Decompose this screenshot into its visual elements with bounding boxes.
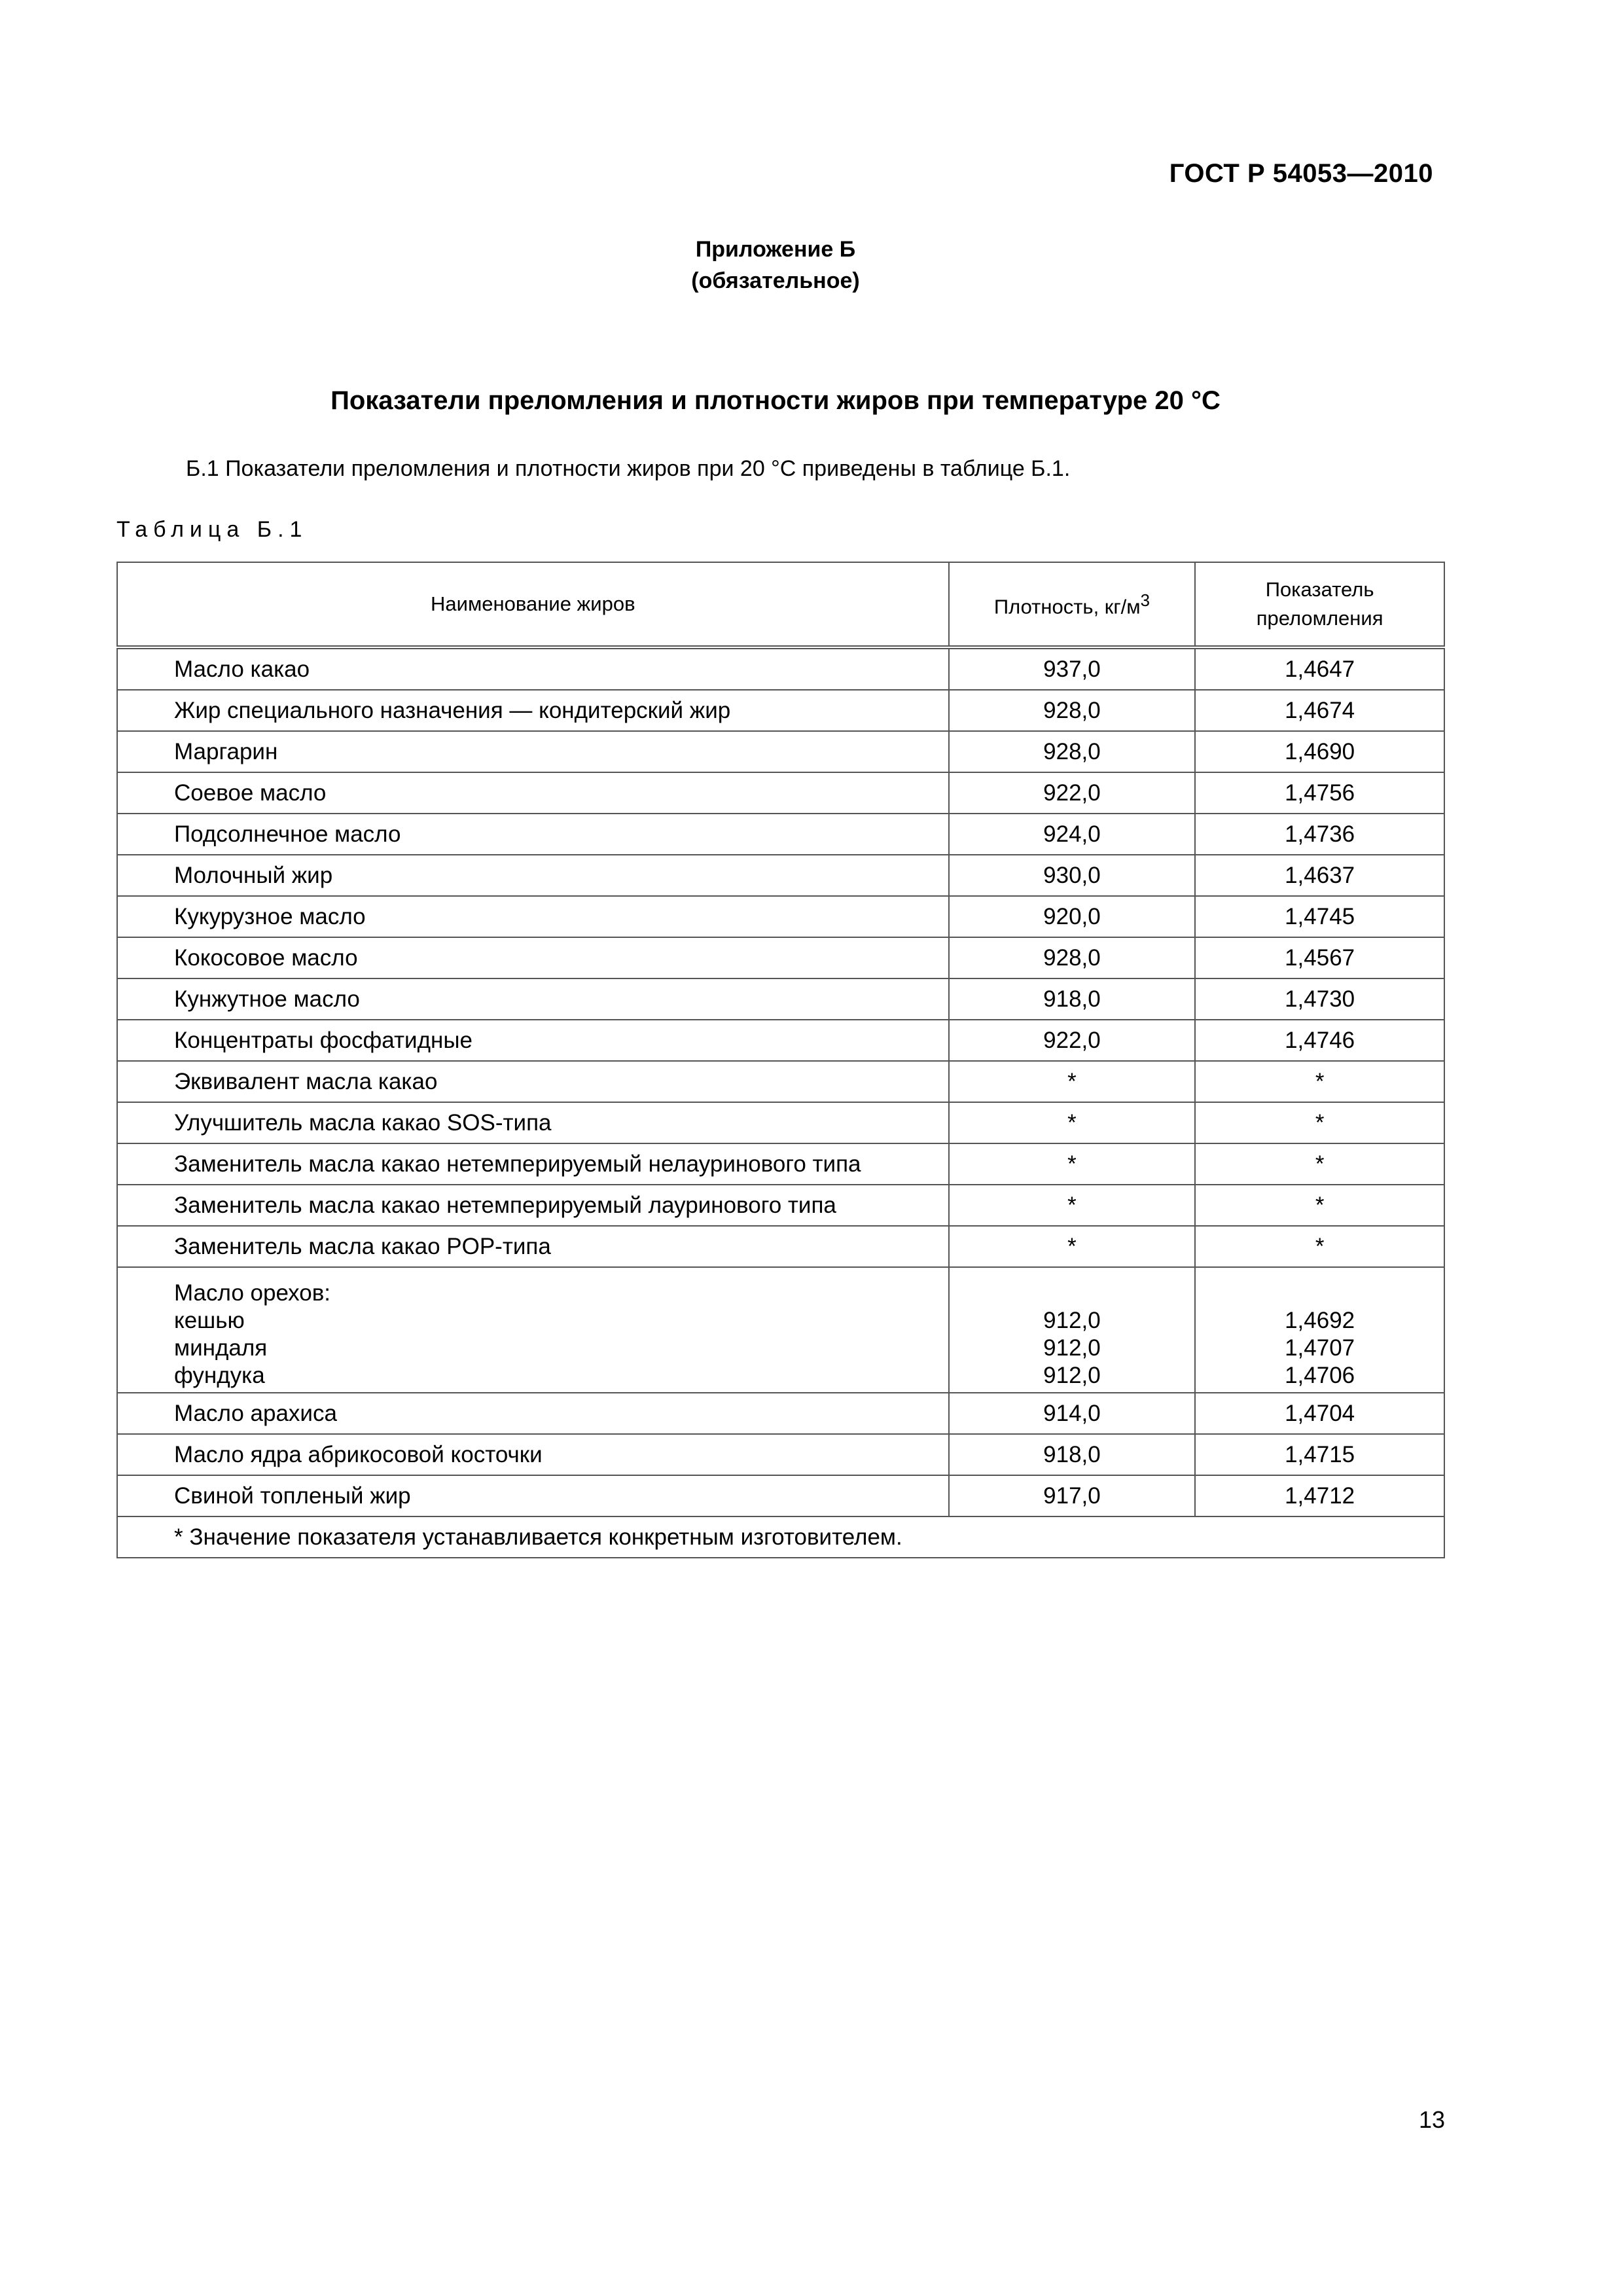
cell-name: Кунжутное масло — [117, 978, 949, 1020]
cell-density: * — [949, 1061, 1196, 1102]
nut-group-row — [117, 1267, 1444, 1393]
table-row — [117, 1143, 1444, 1185]
header-refraction-line1: Показатель — [1265, 578, 1374, 601]
cell-refraction: 1,4745 — [1195, 896, 1444, 937]
fats-table — [116, 562, 1445, 1558]
table-row — [117, 1185, 1444, 1226]
cell-name: Концентраты фосфатидные — [117, 1020, 949, 1061]
nut-item-name: кешью — [174, 1308, 245, 1333]
table-row — [117, 1020, 1444, 1061]
cell-density: 918,0 — [949, 1434, 1196, 1475]
section-title: Показатели преломления и плотности жиров при температуре 20 °С — [330, 386, 1221, 415]
table-row — [117, 772, 1444, 814]
table-row — [117, 1226, 1444, 1267]
nut-item-refraction: 1,4706 — [1285, 1363, 1355, 1388]
cell-name: Эквивалент масла какао — [117, 1061, 949, 1102]
nut-group-names — [117, 1267, 949, 1393]
cell-density: 937,0 — [949, 647, 1196, 690]
table-row — [117, 937, 1444, 978]
nut-item-density: 912,0 — [1043, 1363, 1101, 1388]
nut-item-refraction: 1,4707 — [1285, 1335, 1355, 1361]
cell-name: Масло арахиса — [117, 1393, 949, 1434]
annex-status: (обязательное) — [691, 268, 860, 293]
cell-density: 922,0 — [949, 772, 1196, 814]
nut-item-refraction: 1,4692 — [1285, 1308, 1355, 1333]
cell-refraction: 1,4712 — [1195, 1475, 1444, 1516]
cell-name: Улучшитель масла какао SOS-типа — [117, 1102, 949, 1143]
cell-density: * — [949, 1102, 1196, 1143]
cell-refraction: 1,4690 — [1195, 731, 1444, 772]
cell-density: 918,0 — [949, 978, 1196, 1020]
table-row — [117, 1393, 1444, 1434]
cell-name: Соевое масло — [117, 772, 949, 814]
footnote-row — [117, 1516, 1444, 1558]
intro-paragraph: Б.1 Показатели преломления и плотности жиров при 20 °С приведены в таблице Б.1. — [186, 456, 1071, 481]
nut-item-name: фундука — [174, 1363, 265, 1388]
cell-refraction: 1,4647 — [1195, 647, 1444, 690]
cell-refraction: 1,4746 — [1195, 1020, 1444, 1061]
cell-name: Кукурузное масло — [117, 896, 949, 937]
header-density — [949, 562, 1196, 647]
cell-refraction: 1,4730 — [1195, 978, 1444, 1020]
cell-refraction: * — [1195, 1185, 1444, 1226]
cell-name: Кокосовое масло — [117, 937, 949, 978]
page-number: 13 — [1418, 2106, 1445, 2133]
table-row — [117, 814, 1444, 855]
table-row — [117, 1475, 1444, 1516]
nut-item-density: 912,0 — [1043, 1308, 1101, 1333]
nut-group-title: Масло орехов: — [174, 1280, 331, 1306]
table-caption: Таблица Б.1 — [116, 517, 308, 542]
cell-refraction: * — [1195, 1102, 1444, 1143]
cell-refraction: 1,4704 — [1195, 1393, 1444, 1434]
table-row — [117, 1434, 1444, 1475]
cell-density: * — [949, 1185, 1196, 1226]
nut-item-name: миндаля — [174, 1335, 268, 1361]
cell-refraction: 1,4736 — [1195, 814, 1444, 855]
table-row — [117, 1061, 1444, 1102]
cell-density: 928,0 — [949, 690, 1196, 731]
cell-name: Маргарин — [117, 731, 949, 772]
cell-density: * — [949, 1226, 1196, 1267]
table-row — [117, 855, 1444, 896]
cell-refraction: * — [1195, 1061, 1444, 1102]
cell-refraction: 1,4567 — [1195, 937, 1444, 978]
annex-heading — [0, 234, 1551, 296]
cell-density: 924,0 — [949, 814, 1196, 855]
header-name: Наименование жиров — [117, 562, 949, 647]
cell-density: * — [949, 1143, 1196, 1185]
cell-density: 930,0 — [949, 855, 1196, 896]
cell-name: Свиной топленый жир — [117, 1475, 949, 1516]
cell-refraction: 1,4715 — [1195, 1434, 1444, 1475]
table-row — [117, 731, 1444, 772]
cell-name: Масло какао — [117, 647, 949, 690]
table-row — [117, 896, 1444, 937]
cell-refraction: * — [1195, 1226, 1444, 1267]
table-footnote: * Значение показателя устанавливается конкретным изготовителем. — [117, 1516, 1444, 1558]
table-row — [117, 978, 1444, 1020]
cell-name: Молочный жир — [117, 855, 949, 896]
nut-group-refractions — [1195, 1267, 1444, 1393]
cell-refraction: 1,4674 — [1195, 690, 1444, 731]
cell-density: 922,0 — [949, 1020, 1196, 1061]
cell-name: Подсолнечное масло — [117, 814, 949, 855]
cell-name: Заменитель масла какао нетемперируемый лауринового типа — [117, 1185, 949, 1226]
nut-group-densities — [949, 1267, 1196, 1393]
cell-name: Заменитель масла какао нетемперируемый нелауринового типа — [117, 1143, 949, 1185]
table-header-row — [117, 562, 1444, 647]
nut-item-density: 912,0 — [1043, 1335, 1101, 1361]
header-refraction — [1195, 562, 1444, 647]
header-density-sup: 3 — [1140, 592, 1150, 611]
cell-density: 928,0 — [949, 731, 1196, 772]
cell-refraction: 1,4756 — [1195, 772, 1444, 814]
cell-density: 917,0 — [949, 1475, 1196, 1516]
table-row — [117, 647, 1444, 690]
cell-refraction: 1,4637 — [1195, 855, 1444, 896]
cell-density: 928,0 — [949, 937, 1196, 978]
annex-title: Приложение Б — [695, 237, 856, 262]
cell-name: Заменитель масла какао POP-типа — [117, 1226, 949, 1267]
document-code: ГОСТ Р 54053—2010 — [1169, 159, 1433, 188]
cell-name: Жир специального назначения — кондитерский жир — [117, 690, 949, 731]
cell-refraction: * — [1195, 1143, 1444, 1185]
header-refraction-line2: преломления — [1256, 607, 1383, 630]
header-density-label: Плотность, кг/м — [993, 595, 1141, 619]
cell-name: Масло ядра абрикосовой косточки — [117, 1434, 949, 1475]
cell-density: 920,0 — [949, 896, 1196, 937]
cell-density: 914,0 — [949, 1393, 1196, 1434]
table-row — [117, 690, 1444, 731]
table-row — [117, 1102, 1444, 1143]
